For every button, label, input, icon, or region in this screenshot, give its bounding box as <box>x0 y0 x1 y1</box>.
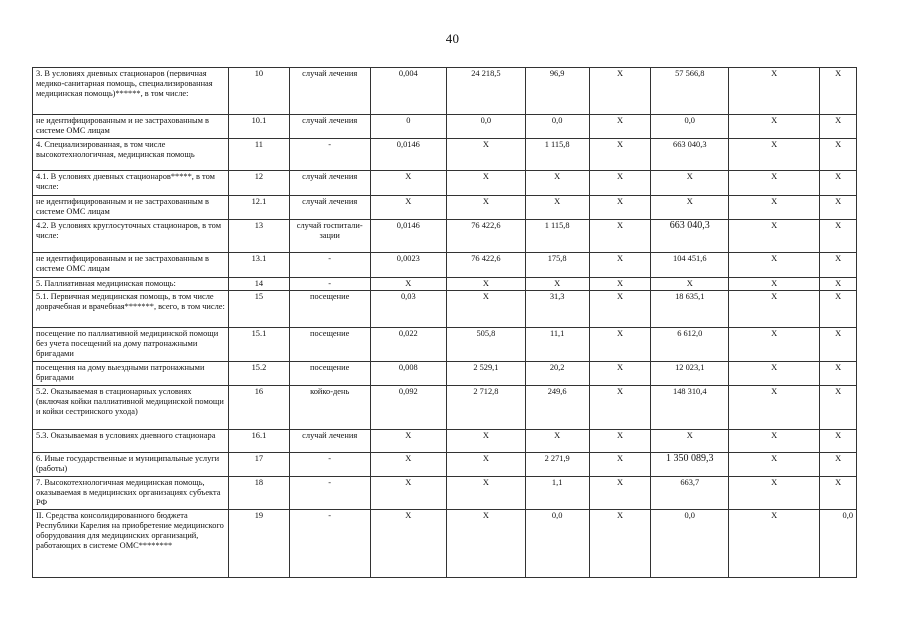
table-row <box>33 453 857 477</box>
row-name-cell: 7. Высокотехнологичная медицинская помощь, оказываемая в медицинских организациях субъекта РФ <box>33 477 229 510</box>
per-capita-oms-cell: Х <box>589 196 651 220</box>
per-capita-budget-cell: Х <box>525 430 589 453</box>
table-row <box>33 220 857 253</box>
line-number-cell: 16 <box>229 386 290 430</box>
unit-cell: посещение <box>289 328 370 362</box>
percent-cell: Х <box>820 328 857 362</box>
unit-cell: случай госпитали-зации <box>289 220 370 253</box>
percent-cell: Х <box>820 278 857 291</box>
per-capita-oms-cell: Х <box>589 328 651 362</box>
line-number-cell: 13 <box>229 220 290 253</box>
unit-cell: случай лечения <box>289 196 370 220</box>
line-number-cell: 12.1 <box>229 196 290 220</box>
sum-oms-cell: Х <box>729 278 820 291</box>
row-name-cell: 5.3. Оказываемая в условиях дневного стационара <box>33 430 229 453</box>
per-capita-oms-cell: Х <box>589 171 651 196</box>
percent-cell: Х <box>820 68 857 115</box>
table-row <box>33 430 857 453</box>
sum-oms-cell: Х <box>729 510 820 578</box>
per-capita-budget-cell: 249,6 <box>525 386 589 430</box>
norm-cell: 0,03 <box>370 291 447 328</box>
norm-cell: 0,008 <box>370 362 447 386</box>
per-capita-budget-cell: 1 115,8 <box>525 220 589 253</box>
sum-oms-cell: Х <box>729 68 820 115</box>
per-capita-budget-cell: 11,1 <box>525 328 589 362</box>
norm-cell: 0,004 <box>370 68 447 115</box>
line-number-cell: 17 <box>229 453 290 477</box>
percent-cell: Х <box>820 362 857 386</box>
cost-cell: 24 218,5 <box>447 68 526 115</box>
sum-oms-cell: Х <box>729 115 820 139</box>
line-number-cell: 10.1 <box>229 115 290 139</box>
unit-cell: - <box>289 278 370 291</box>
per-capita-budget-cell: 0,0 <box>525 510 589 578</box>
unit-cell: случай лечения <box>289 171 370 196</box>
sum-budget-cell: 148 310,4 <box>651 386 729 430</box>
per-capita-budget-cell: Х <box>525 171 589 196</box>
sum-oms-cell: Х <box>729 139 820 171</box>
per-capita-oms-cell: Х <box>589 115 651 139</box>
norm-cell: Х <box>370 278 447 291</box>
sum-oms-cell: Х <box>729 253 820 278</box>
line-number-cell: 10 <box>229 68 290 115</box>
cost-cell: 505,8 <box>447 328 526 362</box>
unit-cell: посещение <box>289 291 370 328</box>
unit-cell: случай лечения <box>289 68 370 115</box>
line-number-cell: 12 <box>229 171 290 196</box>
row-name-cell: 4. Специализированная, в том числе высокотехнологичная, медицинская помощь <box>33 139 229 171</box>
per-capita-budget-cell: Х <box>525 196 589 220</box>
row-name-cell: не идентифицированным и не застрахованным в системе ОМС лицам <box>33 196 229 220</box>
line-number-cell: 15 <box>229 291 290 328</box>
unit-cell: случай лечения <box>289 115 370 139</box>
row-name-cell: 3. В условиях дневных стационаров (первичная медико-санитарная помощь, специализированная медицинская помощь)******, в том числе: <box>33 68 229 115</box>
row-name-cell: 4.2. В условиях круглосуточных стационаров, в том числе: <box>33 220 229 253</box>
per-capita-oms-cell: Х <box>589 253 651 278</box>
table-body <box>33 68 857 578</box>
per-capita-budget-cell: 175,8 <box>525 253 589 278</box>
sum-oms-cell: Х <box>729 328 820 362</box>
per-capita-budget-cell: 31,3 <box>525 291 589 328</box>
percent-cell: Х <box>820 196 857 220</box>
norm-cell: Х <box>370 430 447 453</box>
per-capita-oms-cell: Х <box>589 220 651 253</box>
cost-cell: Х <box>447 453 526 477</box>
unit-cell: - <box>289 253 370 278</box>
percent-cell: Х <box>820 430 857 453</box>
norm-cell: Х <box>370 477 447 510</box>
per-capita-budget-cell: 20,2 <box>525 362 589 386</box>
per-capita-budget-cell: 96,9 <box>525 68 589 115</box>
sum-budget-cell: Х <box>651 430 729 453</box>
percent-cell: Х <box>820 477 857 510</box>
line-number-cell: 19 <box>229 510 290 578</box>
per-capita-oms-cell: Х <box>589 139 651 171</box>
table-row <box>33 362 857 386</box>
norm-cell: 0,0146 <box>370 220 447 253</box>
table-row <box>33 477 857 510</box>
per-capita-budget-cell: 2 271,9 <box>525 453 589 477</box>
line-number-cell: 13.1 <box>229 253 290 278</box>
table-row <box>33 253 857 278</box>
per-capita-oms-cell: Х <box>589 453 651 477</box>
line-number-cell: 15.1 <box>229 328 290 362</box>
sum-budget-cell: 57 566,8 <box>651 68 729 115</box>
percent-cell: Х <box>820 291 857 328</box>
sum-budget-cell: 18 635,1 <box>651 291 729 328</box>
cost-cell: Х <box>447 510 526 578</box>
unit-cell: - <box>289 477 370 510</box>
cost-cell: 2 712,8 <box>447 386 526 430</box>
sum-budget-cell: 663 040,3 <box>651 220 729 253</box>
line-number-cell: 15.2 <box>229 362 290 386</box>
per-capita-budget-cell: 1,1 <box>525 477 589 510</box>
unit-cell: койко-день <box>289 386 370 430</box>
percent-cell: Х <box>820 386 857 430</box>
row-name-cell: 5.2. Оказываемая в стационарных условиях (включая койки паллиативной медицинской помощи и койки сестринского ухода) <box>33 386 229 430</box>
per-capita-oms-cell: Х <box>589 68 651 115</box>
line-number-cell: 11 <box>229 139 290 171</box>
sum-budget-cell: 663,7 <box>651 477 729 510</box>
row-name-cell: посещение по паллиативной медицинской помощи без учета посещений на дому патронажными бригадами <box>33 328 229 362</box>
cost-cell: Х <box>447 477 526 510</box>
percent-cell: 0,0 <box>820 510 857 578</box>
sum-budget-cell: 0,0 <box>651 510 729 578</box>
sum-oms-cell: Х <box>729 386 820 430</box>
sum-oms-cell: Х <box>729 196 820 220</box>
sum-oms-cell: Х <box>729 171 820 196</box>
table-row <box>33 278 857 291</box>
per-capita-oms-cell: Х <box>589 386 651 430</box>
sum-budget-cell: Х <box>651 278 729 291</box>
per-capita-oms-cell: Х <box>589 291 651 328</box>
row-name-cell: 5. Паллиативная медицинская помощь: <box>33 278 229 291</box>
cost-cell: 0,0 <box>447 115 526 139</box>
line-number-cell: 16.1 <box>229 430 290 453</box>
cost-cell: Х <box>447 196 526 220</box>
cost-cell: Х <box>447 171 526 196</box>
line-number-cell: 14 <box>229 278 290 291</box>
sum-budget-cell: Х <box>651 196 729 220</box>
row-name-cell: II. Средства консолидированного бюджета Республики Карелия на приобретение медицинского оборудования для медицинских организаций, работающих в системе ОМС******** <box>33 510 229 578</box>
medical-care-table <box>32 67 857 578</box>
norm-cell: Х <box>370 196 447 220</box>
row-name-cell: не идентифицированным и не застрахованным в системе ОМС лицам <box>33 115 229 139</box>
per-capita-oms-cell: Х <box>589 430 651 453</box>
norm-cell: 0,022 <box>370 328 447 362</box>
norm-cell: 0,0146 <box>370 139 447 171</box>
sum-oms-cell: Х <box>729 220 820 253</box>
norm-cell: Х <box>370 510 447 578</box>
row-name-cell: 6. Иные государственные и муниципальные услуги (работы) <box>33 453 229 477</box>
sum-budget-cell: 1 350 089,3 <box>651 453 729 477</box>
table-row <box>33 68 857 115</box>
norm-cell: 0,0023 <box>370 253 447 278</box>
sum-oms-cell: Х <box>729 291 820 328</box>
unit-cell: - <box>289 453 370 477</box>
row-name-cell: не идентифицированным и не застрахованным в системе ОМС лицам <box>33 253 229 278</box>
unit-cell: посещение <box>289 362 370 386</box>
per-capita-oms-cell: Х <box>589 362 651 386</box>
percent-cell: Х <box>820 220 857 253</box>
cost-cell: Х <box>447 139 526 171</box>
sum-budget-cell: 12 023,1 <box>651 362 729 386</box>
unit-cell: - <box>289 139 370 171</box>
table-row <box>33 196 857 220</box>
sum-budget-cell: 104 451,6 <box>651 253 729 278</box>
cost-cell: Х <box>447 278 526 291</box>
row-name-cell: посещения на дому выездными патронажными бригадами <box>33 362 229 386</box>
norm-cell: 0 <box>370 115 447 139</box>
per-capita-oms-cell: Х <box>589 477 651 510</box>
sum-budget-cell: 6 612,0 <box>651 328 729 362</box>
percent-cell: Х <box>820 139 857 171</box>
row-name-cell: 4.1. В условиях дневных стационаров*****, в том числе: <box>33 171 229 196</box>
percent-cell: Х <box>820 453 857 477</box>
norm-cell: Х <box>370 453 447 477</box>
cost-cell: 2 529,1 <box>447 362 526 386</box>
percent-cell: Х <box>820 115 857 139</box>
per-capita-budget-cell: 0,0 <box>525 115 589 139</box>
table-row <box>33 510 857 578</box>
row-name-cell: 5.1. Первичная медицинская помощь, в том числе доврачебная и врачебная*******, всего, в том числе: <box>33 291 229 328</box>
norm-cell: Х <box>370 171 447 196</box>
cost-cell: Х <box>447 291 526 328</box>
cost-cell: 76 422,6 <box>447 253 526 278</box>
sum-budget-cell: Х <box>651 171 729 196</box>
per-capita-oms-cell: Х <box>589 278 651 291</box>
sum-oms-cell: Х <box>729 430 820 453</box>
table-row <box>33 328 857 362</box>
table-row <box>33 139 857 171</box>
table-row <box>33 115 857 139</box>
sum-oms-cell: Х <box>729 453 820 477</box>
cost-cell: Х <box>447 430 526 453</box>
page-number: 40 <box>445 31 460 46</box>
per-capita-oms-cell: Х <box>589 510 651 578</box>
table-row <box>33 171 857 196</box>
sum-oms-cell: Х <box>729 362 820 386</box>
sum-budget-cell: 663 040,3 <box>651 139 729 171</box>
cost-cell: 76 422,6 <box>447 220 526 253</box>
unit-cell: случай лечения <box>289 430 370 453</box>
line-number-cell: 18 <box>229 477 290 510</box>
percent-cell: Х <box>820 253 857 278</box>
sum-oms-cell: Х <box>729 477 820 510</box>
table-row <box>33 291 857 328</box>
per-capita-budget-cell: 1 115,8 <box>525 139 589 171</box>
unit-cell: - <box>289 510 370 578</box>
norm-cell: 0,092 <box>370 386 447 430</box>
percent-cell: Х <box>820 171 857 196</box>
per-capita-budget-cell: Х <box>525 278 589 291</box>
table-row <box>33 386 857 430</box>
sum-budget-cell: 0,0 <box>651 115 729 139</box>
